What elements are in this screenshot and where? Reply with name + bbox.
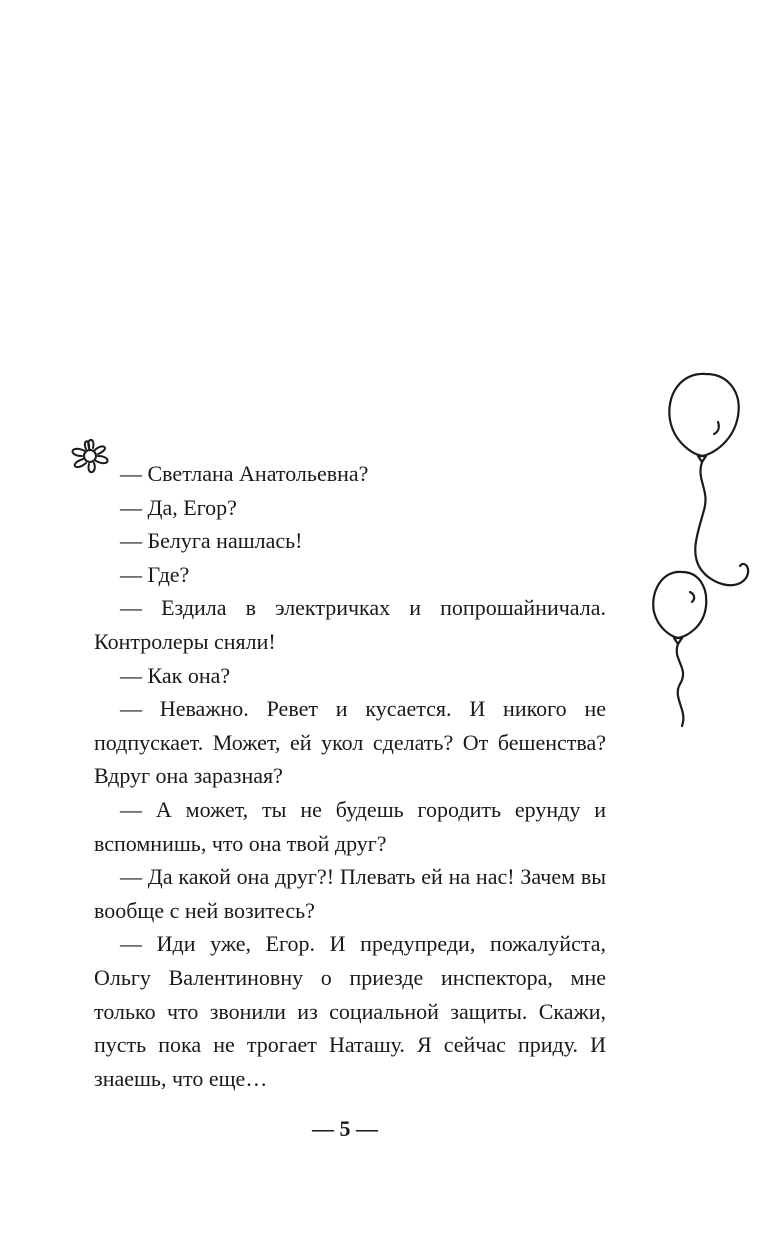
dialogue-line: — Светлана Анатольевна?: [120, 461, 369, 486]
dialogue-line: — Да какой она друг?! Плевать ей на нас! Зачем вы вообще с ней возитесь?: [94, 864, 606, 923]
page-number: — 5 —: [312, 1116, 378, 1141]
dialogue-line: — Где?: [120, 561, 190, 587]
dialogue-line: — А может, ты не будешь городить ерунду и вспомнишь, что она твой друг?: [94, 796, 606, 856]
dialogue-line: — Белуга нашлась!: [120, 528, 303, 554]
dialogue-line: — Как она?: [120, 662, 231, 688]
story-text: [94, 457, 606, 1095]
dialogue-line: — Ездила в электричках и попрошайничала. Контролеры сняли!: [94, 595, 606, 654]
dialogue-line: — Да, Егор?: [120, 494, 237, 520]
dialogue-line: — Неважно. Ревет и кусается. И никого не подпускает. Может, ей укол сделать? От бешенства? Вдруг она заразная?: [94, 696, 606, 789]
balloons-doodle-icon: [640, 370, 768, 750]
dialogue-line: — Иди уже, Егор. И предупреди, пожалуйста, Ольгу Валентиновну о приезде инспектора, мне только что звонили из социальной защиты. Скажи, пусть пока не трогает Наташу. Я сейчас приду. И знаешь, что еще…: [94, 931, 606, 1091]
